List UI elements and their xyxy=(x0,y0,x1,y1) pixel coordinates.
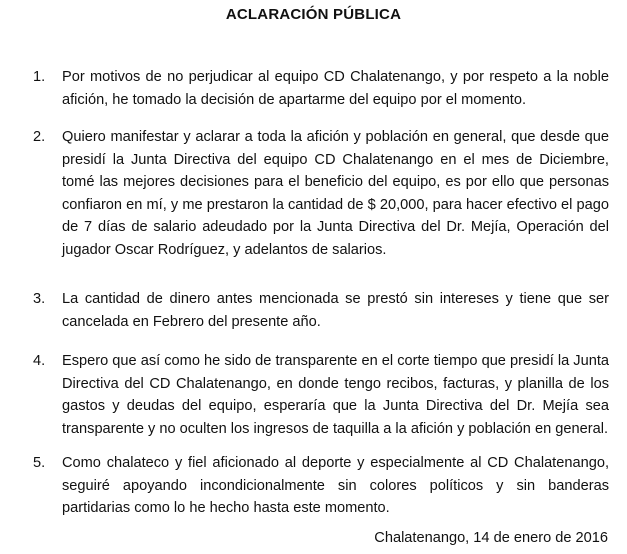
paragraph-number: 1. xyxy=(33,69,46,85)
paragraph-text: Espero que así como he sido de transparente en el corte tiempo que presidí la Junta Directiva del CD Chalatenango, en donde tengo recibos, facturas, y planilla de los gastos y deudas del equipo, esperaría que la Junta Directiva del Dr. Mejía sea transparente y no oculten los ingresos de taquilla a la afición y población en general. xyxy=(62,353,609,437)
numbered-paragraph-3 xyxy=(33,288,609,333)
document-title: ACLARACIÓN PÚBLICA xyxy=(225,6,402,23)
numbered-paragraph-2 xyxy=(33,126,609,261)
paragraph-number: 3. xyxy=(33,291,46,307)
numbered-paragraph-4 xyxy=(33,350,609,440)
paragraph-text: Quiero manifestar y aclarar a toda la afición y población en general, que desde que presidí la Junta Directiva del equipo CD Chalatenango en el mes de Diciembre, tomé las mejores decisiones para el beneficio del equipo, es por ello que personas confiaron en mí, y me prestaron la cantidad de $ 20,000, para hacer efectivo el pago de 7 días de salario adeudado por la Junta Directiva del Dr. Mejía, Operación del jugador Oscar Rodríguez, y adelantos de salarios. xyxy=(62,129,609,258)
paragraph-text: Por motivos de no perjudicar al equipo CD Chalatenango, y por respeto a la noble afición, he tomado la decisión de apartarme del equipo por el momento. xyxy=(62,69,609,108)
numbered-paragraph-1 xyxy=(33,66,609,111)
paragraph-number: 2. xyxy=(33,129,46,145)
numbered-paragraph-5 xyxy=(33,452,609,520)
paragraph-number: 5. xyxy=(33,455,46,471)
paragraph-text: Como chalateco y fiel aficionado al deporte y especialmente al CD Chalatenango, seguiré apoyando incondicionalmente sin colores políticos y sin banderas partidarias como lo he hecho hasta este momento. xyxy=(62,455,609,516)
paragraph-number: 4. xyxy=(33,353,46,369)
place-and-date: Chalatenango, 14 de enero de 2016 xyxy=(374,530,608,546)
paragraph-text: La cantidad de dinero antes mencionada se prestó sin intereses y tiene que ser cancelada en Febrero del presente año. xyxy=(62,291,609,330)
